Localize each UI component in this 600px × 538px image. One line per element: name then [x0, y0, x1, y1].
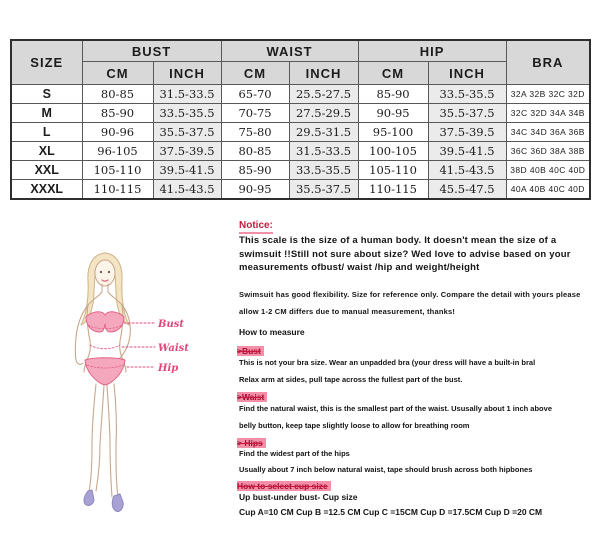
- waist-label: Waist: [158, 343, 189, 354]
- bust-heading-highlight: >Bust: [237, 346, 264, 356]
- bikini-top: [86, 312, 124, 332]
- bra-cell: 36C 36D 38A 38B: [506, 142, 590, 161]
- bust-label: Bust: [158, 319, 184, 330]
- header-bust-cm: CM: [82, 62, 153, 85]
- hips-instruction-line: Find the widest part of the hips: [239, 449, 350, 458]
- waist-inch-cell: 31.5-33.5: [289, 142, 358, 161]
- waist-cm-cell: 80-85: [221, 142, 289, 161]
- table-header-units: [11, 62, 590, 85]
- hip-cm-cell: 85-90: [358, 85, 428, 104]
- bust-inch-cell: 33.5-35.5: [153, 104, 221, 123]
- bust-cm-cell: 85-90: [82, 104, 153, 123]
- bra-cell: 32A 32B 32C 32D: [506, 85, 590, 104]
- waist-inch-cell: 25.5-27.5: [289, 85, 358, 104]
- size-cell: XXL: [11, 161, 82, 180]
- hips-heading-highlight: > Hips: [237, 438, 266, 448]
- hip-cm-cell: 110-115: [358, 180, 428, 200]
- bust-cm-cell: 110-115: [82, 180, 153, 200]
- left-leg: [89, 384, 104, 492]
- size-chart-table: [10, 39, 591, 200]
- notice-line: This scale is the size of a human body. It doesn't mean the size of a: [239, 235, 557, 246]
- table-row: [11, 142, 590, 161]
- header-waist: WAIST: [221, 40, 358, 62]
- right-leg: [107, 384, 118, 497]
- notice-line: measurements ofbust/ waist /hip and weight/height: [239, 262, 480, 273]
- notice-line: swimsuit !!Still not sure about size? Wed love to advise based on your: [239, 248, 571, 260]
- waist-cm-cell: 70-75: [221, 104, 289, 123]
- hip-cm-cell: 100-105: [358, 142, 428, 161]
- header-hip-cm: CM: [358, 62, 428, 85]
- notice-title: Notice:: [239, 220, 273, 234]
- how-to-measure-title: How to measure: [239, 327, 305, 337]
- header-hip: HIP: [358, 40, 506, 62]
- size-cell: L: [11, 123, 82, 142]
- waist-heading-highlight: >Waist: [237, 392, 267, 402]
- size-cell: XXXL: [11, 180, 82, 200]
- table-row: [11, 161, 590, 180]
- bra-cell: 34C 34D 36A 36B: [506, 123, 590, 142]
- bust-instruction-line: Relax arm at sides, pull tape across the fullest part of the bust.: [239, 375, 463, 384]
- hip-inch-cell: 41.5-43.5: [428, 161, 506, 180]
- hip-cm-cell: 105-110: [358, 161, 428, 180]
- right-shoe: [112, 494, 123, 511]
- notice-paragraph: [239, 234, 571, 275]
- left-shoe: [84, 490, 94, 505]
- table-header-groups: [11, 40, 590, 62]
- flexibility-note: [239, 286, 581, 320]
- hip-inch-cell: 45.5-47.5: [428, 180, 506, 200]
- hip-cm-cell: 90-95: [358, 104, 428, 123]
- bikini-bottom: [85, 358, 125, 385]
- flexibility-line: allow 1-2 CM differs due to manual measurement, thanks!: [239, 307, 456, 316]
- header-waist-cm: CM: [221, 62, 289, 85]
- head-shape: [95, 260, 115, 286]
- bust-inch-cell: 35.5-37.5: [153, 123, 221, 142]
- header-waist-inch: INCH: [289, 62, 358, 85]
- hip-inch-cell: 33.5-35.5: [428, 85, 506, 104]
- bust-cm-cell: 96-105: [82, 142, 153, 161]
- bust-inch-cell: 41.5-43.5: [153, 180, 221, 200]
- bra-cell: 32C 32D 34A 34B: [506, 104, 590, 123]
- size-cell: M: [11, 104, 82, 123]
- table-row: [11, 180, 590, 200]
- measurement-figure: [58, 241, 238, 533]
- waist-instructions: [239, 400, 552, 434]
- hip-inch-cell: 37.5-39.5: [428, 123, 506, 142]
- table-row: [11, 85, 590, 104]
- cup-size-line: Cup A=10 CM Cup B =12.5 CM Cup C =15CM Cup D =17.5CM Cup D =20 CM: [239, 507, 543, 517]
- body-sketch-illustration: [58, 241, 238, 533]
- bust-inch-cell: 31.5-33.5: [153, 85, 221, 104]
- hip-inch-cell: 39.5-41.5: [428, 142, 506, 161]
- waist-instruction-line: Find the natural waist, this is the smallest part of the waist. Ususally about 1 inch above: [239, 404, 552, 413]
- waist-cm-cell: 75-80: [221, 123, 289, 142]
- header-size: SIZE: [11, 40, 82, 85]
- waist-cm-cell: 90-95: [221, 180, 289, 200]
- hip-cm-cell: 95-100: [358, 123, 428, 142]
- hips-instructions: [239, 446, 532, 478]
- hips-instruction-line: Usually about 7 inch below natural waist, tape should brush across both hipbones: [239, 465, 533, 474]
- size-cell: XL: [11, 142, 82, 161]
- waist-instruction-line: belly button, keep tape slightly loose to allow for breathing room: [239, 421, 470, 430]
- cup-size-line: Up bust-under bust- Cup size: [239, 492, 358, 502]
- header-hip-inch: INCH: [428, 62, 506, 85]
- size-cell: S: [11, 85, 82, 104]
- waist-cm-cell: 85-90: [221, 161, 289, 180]
- table-row: [11, 123, 590, 142]
- bust-cm-cell: 80-85: [82, 85, 153, 104]
- cup-size-instructions: [239, 490, 542, 520]
- table-row: [11, 104, 590, 123]
- hip-label: Hip: [158, 363, 179, 374]
- waist-inch-cell: 33.5-35.5: [289, 161, 358, 180]
- waist-inch-cell: 35.5-37.5: [289, 180, 358, 200]
- flexibility-line: Swimsuit has good flexibility. Size for reference only. Compare the detail with yours please: [239, 290, 581, 299]
- waist-inch-cell: 29.5-31.5: [289, 123, 358, 142]
- bust-cm-cell: 90-96: [82, 123, 153, 142]
- cup-heading-highlight: How to select cup size: [237, 481, 331, 491]
- waist-cm-cell: 65-70: [221, 85, 289, 104]
- bust-inch-cell: 39.5-41.5: [153, 161, 221, 180]
- bust-inch-cell: 37.5-39.5: [153, 142, 221, 161]
- bra-cell: 38D 40B 40C 40D: [506, 161, 590, 180]
- bust-instruction-line: This is not your bra size. Wear an unpadded bra (your dress will have a built-in bral: [239, 358, 536, 367]
- header-bust-inch: INCH: [153, 62, 221, 85]
- hip-inch-cell: 35.5-37.5: [428, 104, 506, 123]
- header-bra: BRA: [506, 40, 590, 85]
- bust-cm-cell: 105-110: [82, 161, 153, 180]
- waist-inch-cell: 27.5-29.5: [289, 104, 358, 123]
- bra-cell: 40A 40B 40C 40D: [506, 180, 590, 200]
- bust-instructions: [239, 354, 535, 388]
- header-bust: BUST: [82, 40, 221, 62]
